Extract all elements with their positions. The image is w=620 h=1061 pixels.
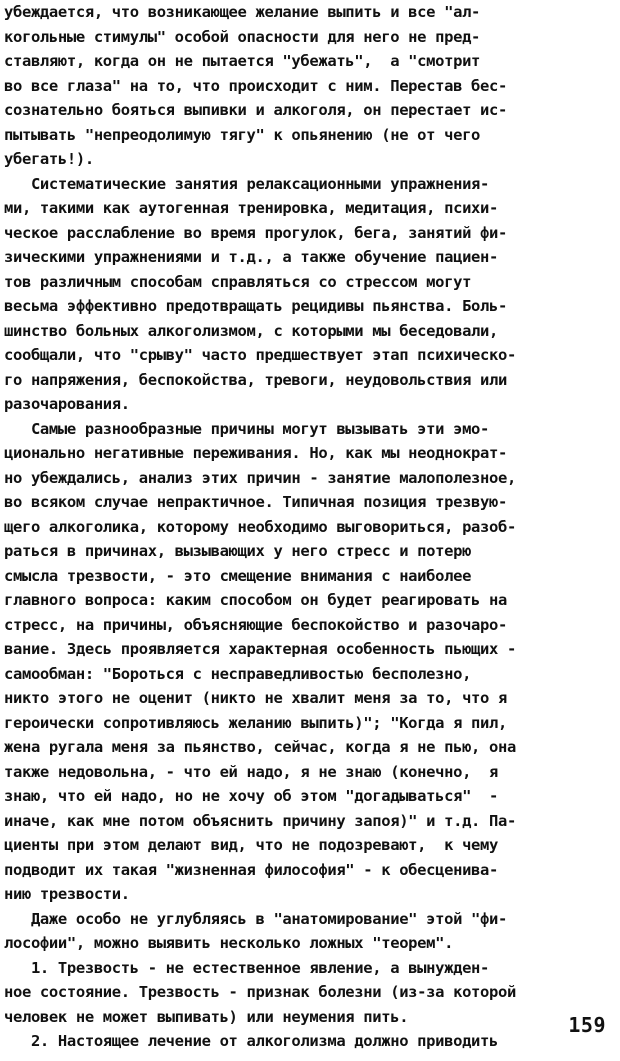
text-line: разочарования. bbox=[4, 395, 130, 413]
text-line: жена ругала меня за пьянство, сейчас, когда я не пью, она bbox=[4, 738, 516, 756]
text-line: ционально негативные переживания. Но, как мы неоднократ- bbox=[4, 444, 507, 462]
text-line: но убеждались, анализ этих причин - занятие малополезное, bbox=[4, 468, 516, 487]
text-line: во всяком случае непрактичное. Типичная позиция трезвую- bbox=[4, 493, 507, 511]
text-line: стресс, на причины, объясняющие беспокойство и разочаро- bbox=[4, 615, 507, 634]
text-line: раться в причинах, вызывающих у него стресс и потерю bbox=[4, 542, 472, 560]
text-line: ставляют, когда он не пытается "убежать", а "смотрит bbox=[4, 52, 481, 70]
text-line: подводит их такая "жизненная философия" - к обесценива- bbox=[4, 860, 498, 879]
text-line: пытывать "непреодолимую тягу" к опьянению (не от чего bbox=[4, 125, 481, 144]
text-line: Систематические занятия релаксационными упражнения- bbox=[4, 174, 490, 193]
text-line: шинство больных алкоголизмом, с которыми мы беседовали, bbox=[4, 321, 498, 340]
text-line: главного вопроса: каким способом он будет реагировать на bbox=[4, 591, 507, 609]
text-line: убегать!). bbox=[4, 150, 94, 168]
page-text bbox=[4, 0, 616, 1054]
text-line: сообщали, что "срыву" часто предшествует этап психическо- bbox=[4, 346, 516, 364]
text-line: самообман: "Бороться с несправедливостью бесполезно, bbox=[4, 664, 472, 683]
text-line: Даже особо не углубляясь в "анатомирование" этой "фи- bbox=[4, 909, 507, 928]
text-line: 2. Настоящее лечение от алкоголизма должно приводить bbox=[4, 1032, 498, 1050]
text-line: вание. Здесь проявляется характерная особенность пьющих - bbox=[4, 640, 516, 658]
text-line: убеждается, что возникающее желание выпить и все "ал- bbox=[4, 3, 481, 21]
text-line: смысла трезвости, - это смещение внимания с наиболее bbox=[4, 566, 472, 585]
text-line: сознательно бояться выпивки и алкоголя, он перестает ис- bbox=[4, 101, 507, 119]
text-line: ческое расслабление во время прогулок, бега, занятий фи- bbox=[4, 223, 507, 242]
text-line: иначе, как мне потом объяснить причину запоя)" и т.д. Па- bbox=[4, 811, 516, 830]
text-line: зическими упражнениями и т.д., а также обучение пациен- bbox=[4, 248, 498, 266]
text-line: лософии", можно выявить несколько ложных "теорем". bbox=[4, 934, 454, 952]
page-number: 159 bbox=[568, 1013, 606, 1037]
text-line: тов различным способам справляться со стрессом могут bbox=[4, 272, 472, 291]
text-line: также недовольна, - что ей надо, я не знаю (конечно, я bbox=[4, 762, 498, 781]
text-line: го напряжения, беспокойства, тревоги, неудовольствия или bbox=[4, 370, 507, 389]
text-line: ми, такими как аутогенная тренировка, медитация, психи- bbox=[4, 199, 498, 217]
text-line: человек не может выпивать) или неумения пить. bbox=[4, 1007, 409, 1026]
text-line: весьма эффективно предотвращать рецидивы пьянства. Боль- bbox=[4, 297, 507, 315]
text-line: циенты при этом делают вид, что не подозревают, к чему bbox=[4, 836, 498, 854]
text-line: щего алкоголика, которому необходимо выговориться, разоб- bbox=[4, 517, 516, 536]
text-line: когольные стимулы" особой опасности для него не пред- bbox=[4, 27, 481, 46]
text-line: Самые разнообразные причины могут вызывать эти эмо- bbox=[4, 419, 490, 438]
text-line: 1. Трезвость - не естественное явление, а вынужден- bbox=[4, 958, 490, 977]
text-line: героически сопротивляюсь желанию выпить)"; "Когда я пил, bbox=[4, 713, 507, 732]
text-line: нию трезвости. bbox=[4, 885, 130, 903]
text-line: знаю, что ей надо, но не хочу об этом "догадываться" - bbox=[4, 787, 498, 805]
text-line: ное состояние. Трезвость - признак болезни (из-за которой bbox=[4, 983, 516, 1001]
text-line: во все глаза" на то, что происходит с ним. Перестав бес- bbox=[4, 76, 507, 95]
text-line: никто этого не оценит (никто не хвалит меня за то, что я bbox=[4, 689, 507, 707]
